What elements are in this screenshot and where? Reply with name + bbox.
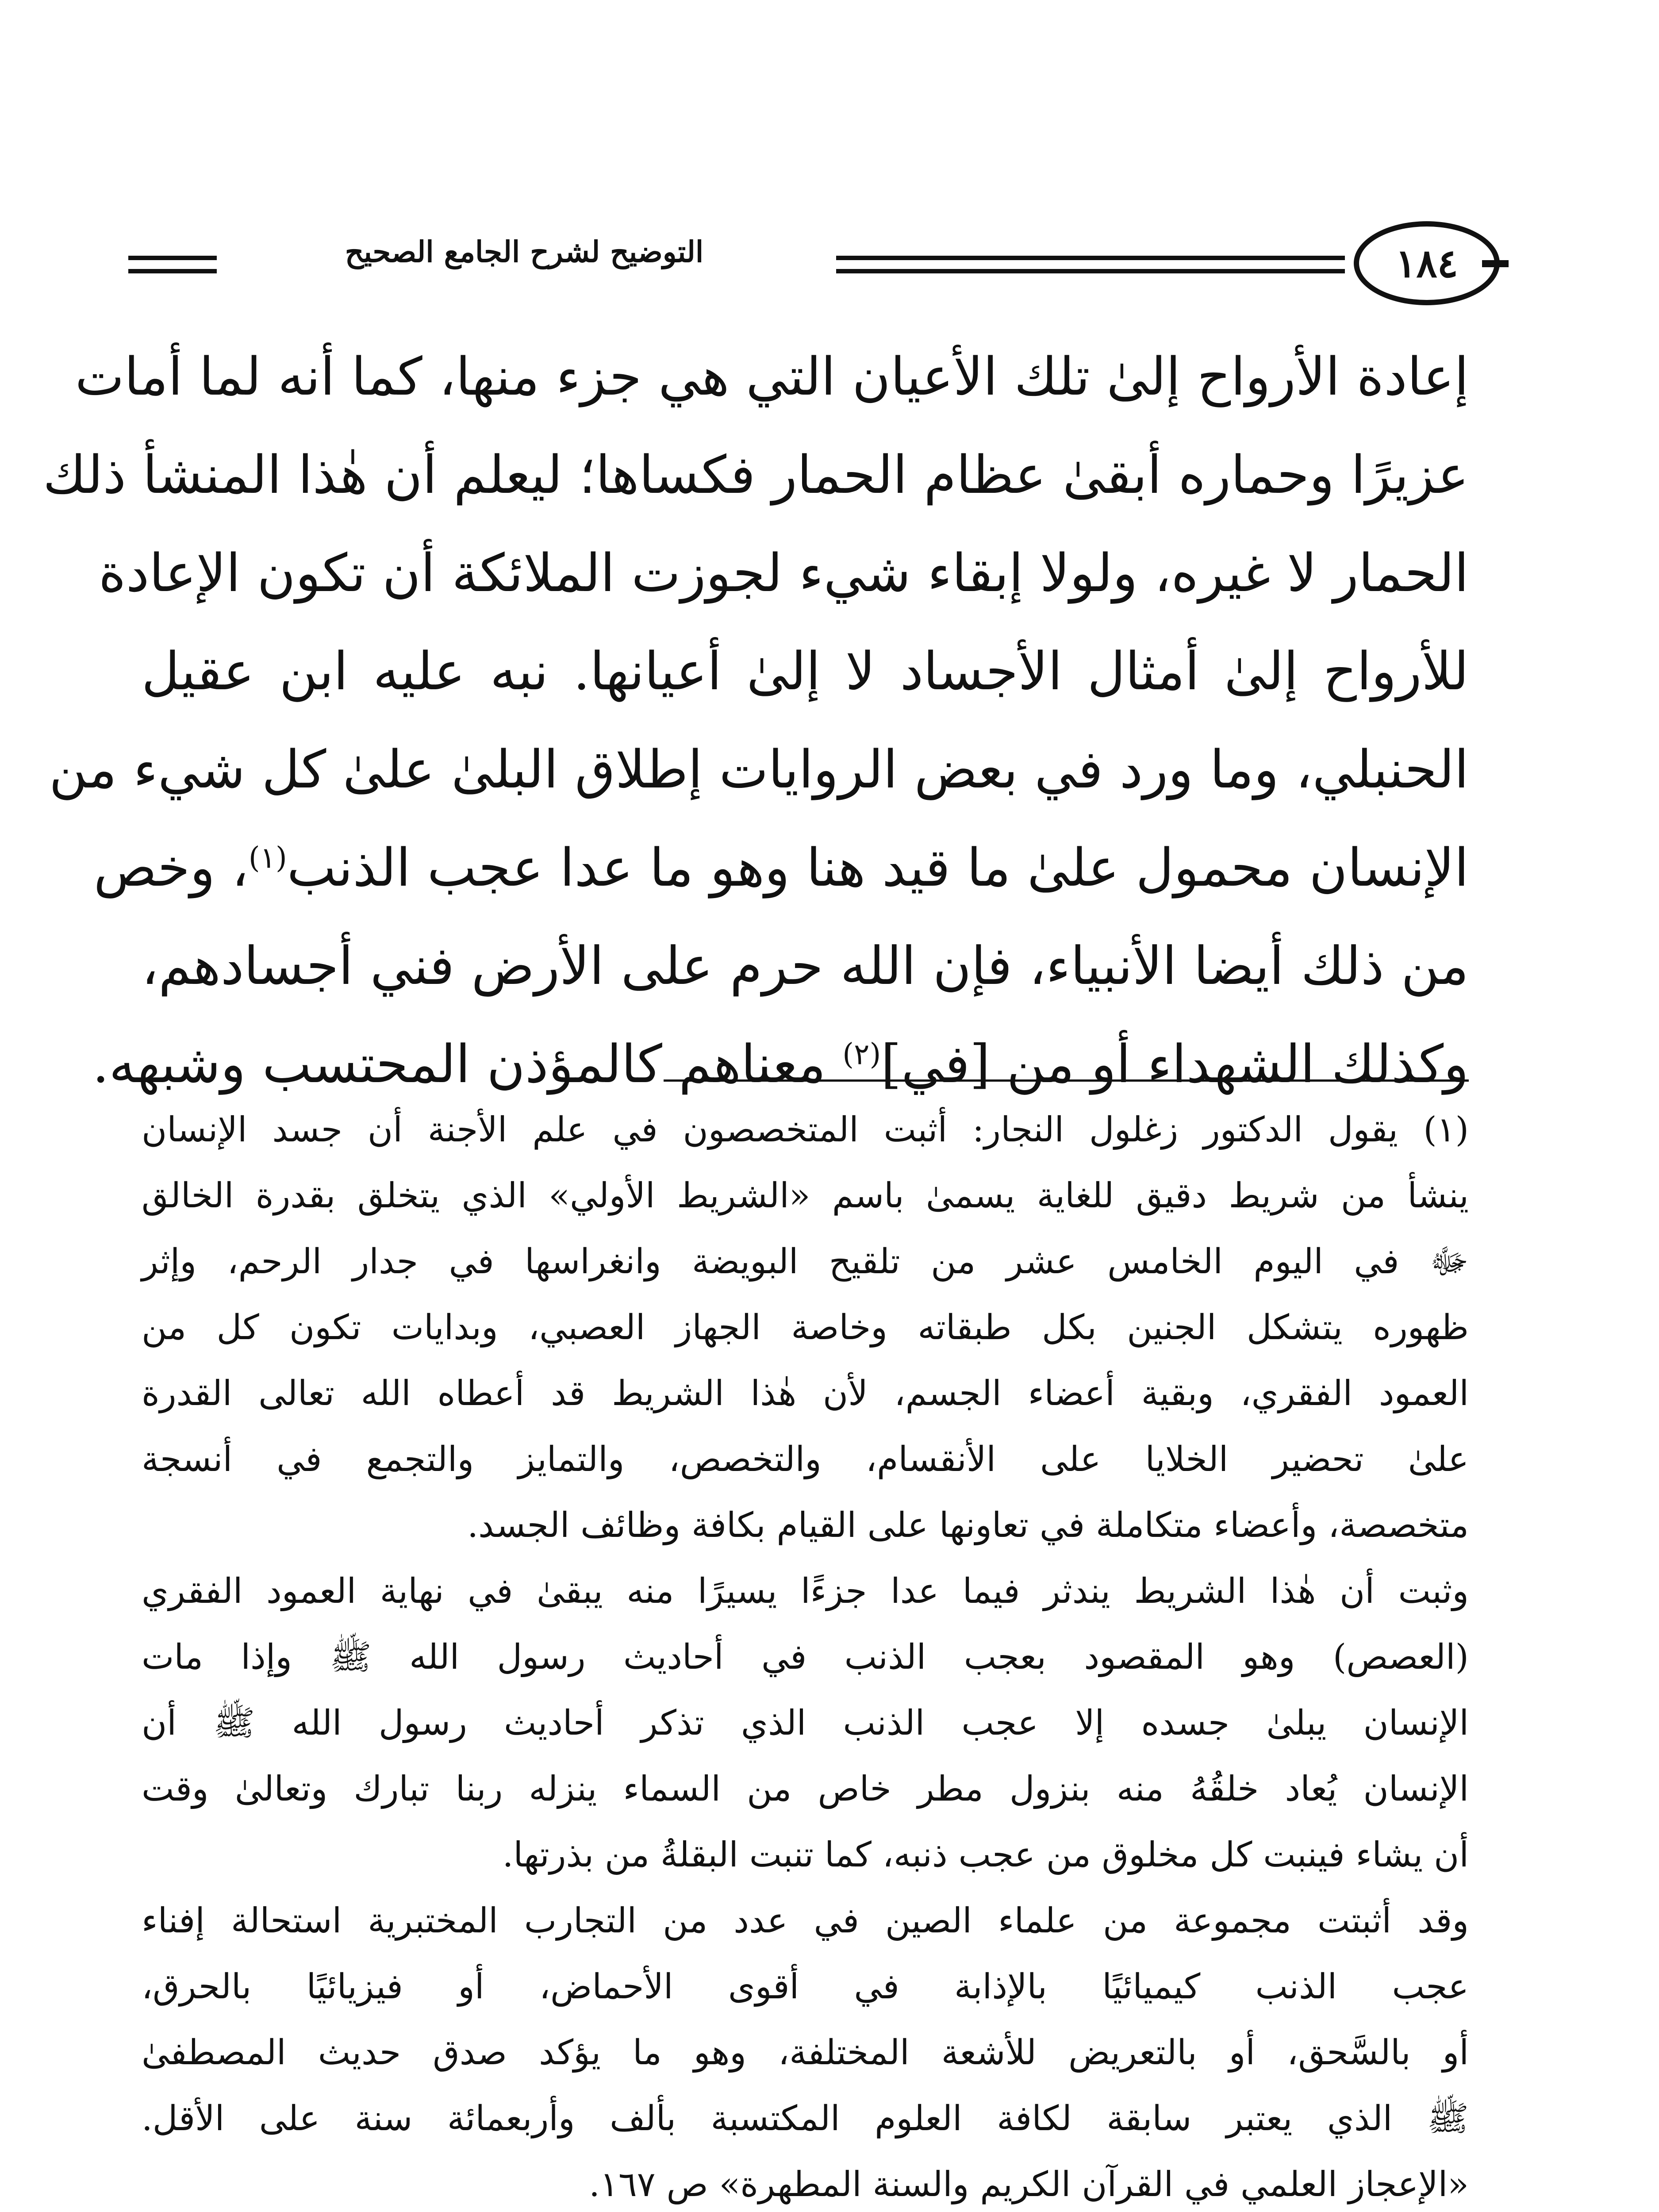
footnote-line: ﷻ في اليوم الخامس عشر من تلقيح البويضة وانغراسها في جدار الرحم، وإثر [142,1242,1469,1282]
body-line: للأرواح إلىٰ أمثال الأجساد لا إلىٰ أعيانها. نبه عليه ابن عقيل [142,641,1469,702]
body-line: الحمار لا غيره، ولولا إبقاء شيء لجوزت الملائكة أن تكون الإعادة [98,542,1469,603]
footnote-line: عجب الذنب كيميائيًا بالإذابة في أقوى الأحماض، أو فيزيائيًا بالحرق، [142,1967,1469,2007]
footnote-separator [664,1079,1469,1082]
header-rule-left-2 [128,269,217,273]
footnote-line: ينشأ من شريط دقيق للغاية يسمىٰ باسم «الشريط الأولي» الذي يتخلق بقدرة الخالق [142,1176,1469,1216]
body-line: من ذلك أيضا الأنبياء، فإن الله حرم على الأرض فني أجسادهم، [142,935,1469,996]
body-line-text: وكذلك الشهداء أو من [في] [881,1033,1469,1094]
header-rule-middle-2 [836,269,1345,273]
footnote-line: العمود الفقري، وبقية أعضاء الجسم، لأن هٰذا الشريط قد أعطاه الله تعالى القدرة [142,1374,1469,1413]
page-header [128,221,1482,310]
body-line-text: الإنسان محمول علىٰ ما قيد هنا وهو ما عدا عجب الذنب [287,837,1469,898]
footnote-line: يقول الدكتور زغلول النجار: أثبت المتخصصون في علم الأجنة أن جسد الإنسان [142,1110,1398,1150]
footnote-ref-1[interactable]: (١) [248,841,287,875]
header-rule-middle [836,256,1345,260]
body-line: إعادة الأرواح إلىٰ تلك الأعيان التي هي جزء منها، كما أنه لما أمات [75,346,1469,407]
body-line-text: ، وخص [93,837,249,898]
body-line [93,818,1469,917]
body-line: عزيرًا وحماره أبقىٰ عظام الحمار فكساها؛ ليعلم أن هٰذا المنشأ ذلك [43,444,1469,505]
footnote-line: (العصص) وهو المقصود بعجب الذنب في أحاديث رسول الله ﷺ وإذا مات [142,1637,1469,1677]
footnote-line: متخصصة، وأعضاء متكاملة في تعاونها على القيام بكافة وظائف الجسد. [467,1505,1469,1545]
footnote-line: ظهوره يتشكل الجنين بكل طبقاته وخاصة الجهاز العصبي، وبدايات تكون كل من [142,1308,1469,1348]
footnote-line: وثبت أن هٰذا الشريط يندثر فيما عدا جزءًا يسيرًا منه يبقىٰ في نهاية العمود الفقري [142,1571,1469,1611]
footnotes [142,1097,1469,2212]
header-rule-right [1482,260,1509,267]
footnote-line: أن يشاء فينبت كل مخلوق من عجب ذنبه، كما تنبت البقلةُ من بذرتها. [502,1835,1469,1875]
main-text [43,327,1469,1113]
body-line: الحنبلي، وما ورد في بعض الروايات إطلاق البلىٰ علىٰ كل شيء من [49,739,1469,800]
footnote-line: الإنسان يُعاد خلقُهُ منه بنزول مطر خاص من السماء ينزله ربنا تبارك وتعالىٰ وقت [142,1769,1469,1809]
page-number: ١٨٤ [1354,221,1500,305]
footnote-line: علىٰ تحضير الخلايا على الأنقسام، والتخصص، والتمايز والتجمع في أنسجة [142,1440,1469,1479]
footnote-number: (١) [1423,1110,1469,1150]
footnote-citation: «الإعجاز العلمي في القرآن الكريم والسنة المطهرة» ص ١٦٧. [589,2165,1469,2204]
footnote-line: الإنسان يبلىٰ جسده إلا عجب الذنب الذي تذكر أحاديث رسول الله ﷺ أن [142,1703,1469,1743]
running-title: التوضيح لشرح الجامع الصحيح [345,234,704,269]
body-line-text: معناهم كالمؤذن المحتسب وشبهه. [92,1033,843,1094]
footnote-1 [142,1097,1469,2212]
footnote-line: ﷺ الذي يعتبر سابقة لكافة العلوم المكتسبة بألف وأربعمائة سنة على الأقل. [142,2099,1469,2139]
footnote-ref-2[interactable]: (٢) [842,1037,881,1071]
footnote-line: وقد أثبتت مجموعة من علماء الصين في عدد من التجارب المختبرية استحالة إفناء [142,1901,1469,1941]
footnote-line: أو بالسَّحق، أو بالتعريض للأشعة المختلفة، وهو ما يؤكد صدق حديث المصطفىٰ [142,2033,1469,2073]
header-rule-left [128,256,217,260]
